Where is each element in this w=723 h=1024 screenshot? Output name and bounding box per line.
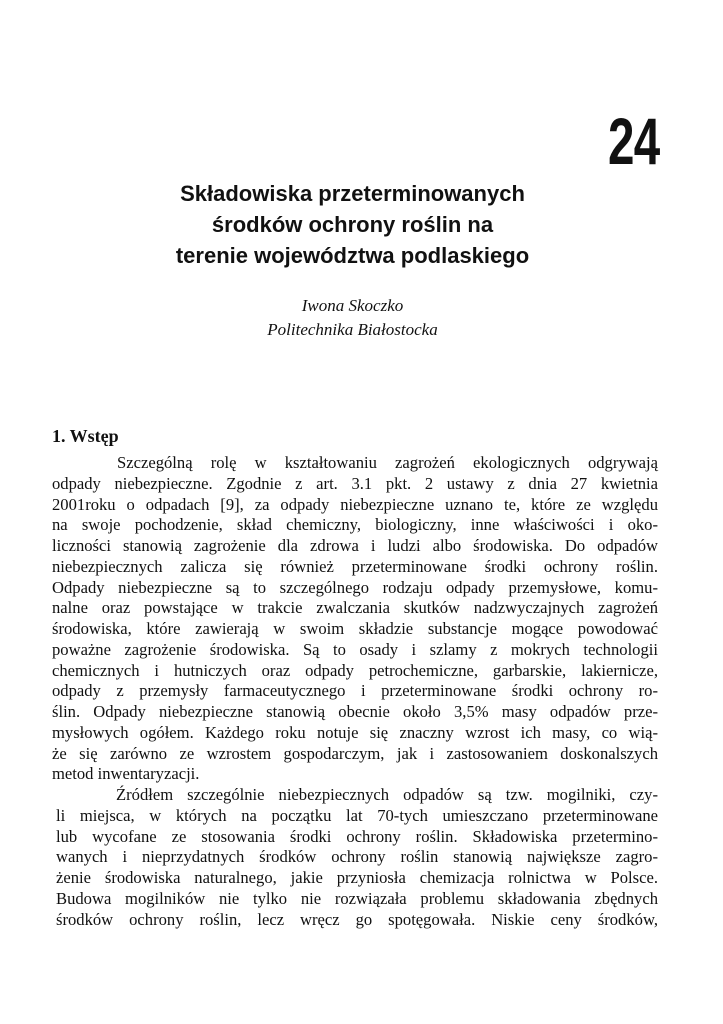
text-line: żenie środowiska naturalnego, jakie przyniosła chemizacja rolnictwa w Polsce.	[56, 868, 658, 887]
title-line: terenie województwa podlaskiego	[175, 243, 530, 268]
text-line: na swoje pochodzenie, skład chemiczny, biologiczny, inne właściwości i oko-	[52, 515, 658, 535]
text-line: wanych i nieprzydatnych środków ochrony roślin stanowią największe zagro-	[56, 847, 658, 867]
text-line: li miejsca, w których na początku lat 70-tych umieszczano przeterminowane	[56, 805, 658, 825]
section-heading: 1. Wstęp	[52, 426, 119, 446]
text-line: niebezpiecznych zalicza się również przeterminowane środki ochrony roślin.	[52, 556, 658, 576]
author-name: Iwona Skoczko	[301, 296, 404, 315]
body-text	[52, 453, 658, 930]
author-affiliation: Politechnika Białostocka	[267, 320, 438, 339]
text-line: Odpady niebezpieczne są to szczególnego rodzaju odpady przemysłowe, komu-	[52, 577, 658, 597]
text-line: środków ochrony roślin, lecz wręcz go spotęgowała. Niskie ceny środków,	[56, 909, 658, 929]
text-line: odpady z przemysły farmaceutycznego i przeterminowane środki ochrony ro-	[52, 681, 658, 701]
text-line: poważne zagrożenie środowiska. Są to osady i szlamy z mokrych technologii	[52, 639, 658, 659]
text-line: 2001roku o odpadach [9], za odpady niebezpieczne uznano te, które ze względu	[52, 494, 658, 514]
title-line: Składowiska przeterminowanych	[180, 181, 525, 206]
text-line: Źródłem szczególnie niebezpiecznych odpadów są tzw. mogilniki, czy-	[116, 785, 658, 804]
chapter-number: 24	[607, 104, 659, 178]
text-line: mysłowych ogółem. Każdego roku notuje się znaczny wzrost ich masy, co wią-	[52, 722, 658, 742]
text-line: odpady niebezpieczne. Zgodnie z art. 3.1 pkt. 2 ustawy z dnia 27 kwietnia	[52, 473, 658, 493]
title-line: środków ochrony roślin na	[211, 212, 494, 237]
paragraph	[52, 453, 658, 785]
text-line: metod inwentaryzacji.	[52, 764, 200, 784]
text-line: Szczególną rolę w kształtowaniu zagrożeń ekologicznych odgrywają	[117, 453, 658, 472]
chapter-title	[0, 178, 705, 271]
text-line: ślin. Odpady niebezpieczne stanowią obecnie około 3,5% masy odpadów prze-	[52, 702, 658, 721]
text-line: chemicznych i hutniczych oraz odpady petrochemiczne, garbarskie, lakiernicze,	[52, 660, 658, 680]
author-block	[0, 294, 705, 342]
text-line: lub wycofane ze stosowania środki ochrony roślin. Składowiska przetermino-	[56, 826, 658, 846]
text-line: nalne oraz powstające w trakcie zwalczania skutków nadzwyczajnych zagrożeń	[52, 598, 658, 618]
text-line: liczności stanowią zagrożenie dla zdrowa i ludzi albo środowiska. Do odpadów	[52, 536, 658, 555]
text-line: środowiska, które zawierają w swoim składzie substancje mogące powodować	[52, 619, 658, 638]
paragraph	[52, 785, 658, 930]
text-line: Budowa mogilników nie tylko nie rozwiązała problemu składowania zbędnych	[56, 888, 658, 908]
text-line: że się zarówno ze wzrostem gospodarczym, jak i zastosowaniem doskonalszych	[52, 743, 658, 763]
